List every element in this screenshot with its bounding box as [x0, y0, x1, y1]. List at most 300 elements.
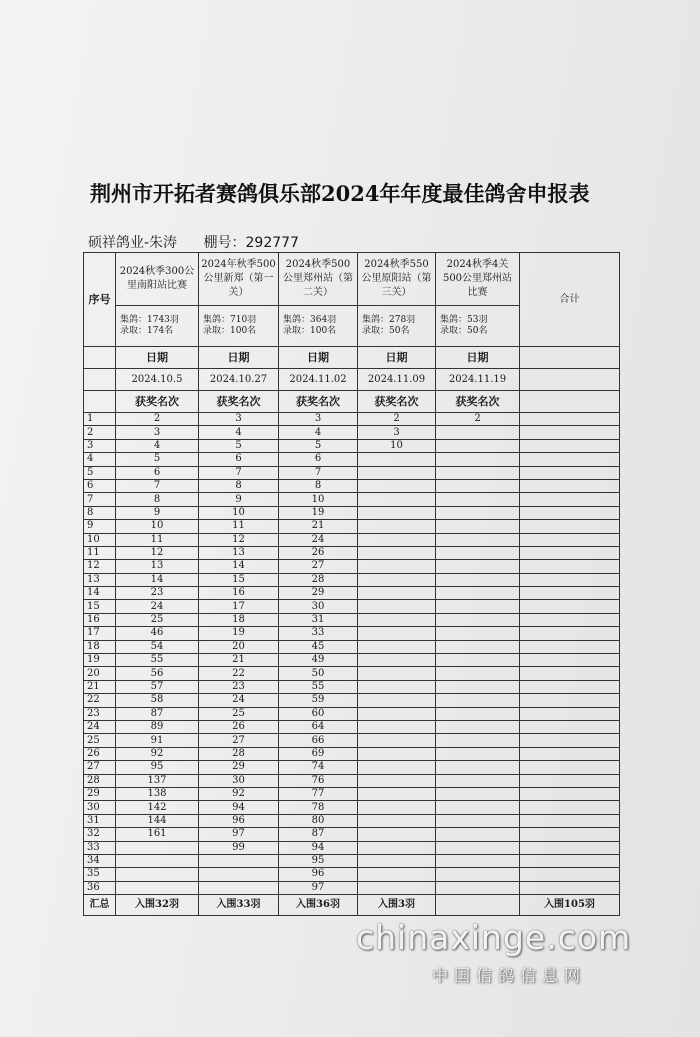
- rank-cell: [520, 881, 620, 894]
- rank-cell: 57: [116, 680, 199, 693]
- rank-cell: [436, 479, 520, 492]
- race-collected: 集鸽：278羽: [362, 315, 416, 326]
- race-collected: 集鸽：364羽: [283, 315, 337, 326]
- rank-cell: [358, 613, 436, 626]
- rank-cell: 31: [279, 613, 358, 626]
- rank-cell: [520, 680, 620, 693]
- rank-cell: [358, 479, 436, 492]
- rank-cell: [436, 881, 520, 894]
- rank-cell: 24: [116, 600, 199, 613]
- rank-cell: [358, 680, 436, 693]
- blank-cell: [84, 369, 116, 391]
- race-stats: [199, 306, 279, 347]
- row-index: 26: [84, 747, 116, 760]
- rank-cell: [358, 506, 436, 519]
- table-row: [84, 761, 620, 774]
- race-date: 2024.11.19: [436, 369, 520, 391]
- rank-cell: [436, 453, 520, 466]
- rank-cell: [358, 761, 436, 774]
- rank-cell: [358, 854, 436, 867]
- rank-cell: 87: [116, 707, 199, 720]
- rank-cell: [358, 560, 436, 573]
- rank-cell: 19: [279, 506, 358, 519]
- rank-cell: 56: [116, 667, 199, 680]
- header-row-race: [84, 253, 620, 306]
- rank-cell: [436, 761, 520, 774]
- rank-cell: 76: [279, 774, 358, 787]
- table-row: [84, 667, 620, 680]
- loft-name: 硕祥鸽业-朱涛: [88, 235, 178, 251]
- table-row: [84, 680, 620, 693]
- rank-cell: 12: [199, 533, 279, 546]
- race-date: 2024.11.02: [279, 369, 358, 391]
- rank-cell: [358, 654, 436, 667]
- rank-cell: [520, 493, 620, 506]
- rank-cell: [520, 466, 620, 479]
- rank-cell: [358, 493, 436, 506]
- rank-cell: [436, 654, 520, 667]
- rank-cell: [520, 868, 620, 881]
- watermark-site-name: 中国信鸽信息网: [432, 966, 587, 985]
- row-index: 29: [84, 787, 116, 800]
- table-row: [84, 841, 620, 854]
- rank-cell: [520, 801, 620, 814]
- summary-cell: 入围33羽: [199, 895, 279, 916]
- table-row: [84, 573, 620, 586]
- row-index: 19: [84, 654, 116, 667]
- rank-cell: 3: [116, 426, 199, 439]
- table-row: [84, 828, 620, 841]
- race-awarded: 录取：50名: [440, 326, 488, 336]
- rank-cell: 21: [279, 520, 358, 533]
- row-index: 7: [84, 493, 116, 506]
- rank-cell: [520, 520, 620, 533]
- race-stats: [279, 306, 358, 347]
- rank-cell: [520, 627, 620, 640]
- rank-cell: [358, 868, 436, 881]
- row-index: 17: [84, 627, 116, 640]
- rank-cell: 7: [199, 466, 279, 479]
- table-row: [84, 881, 620, 894]
- rank-cell: [436, 493, 520, 506]
- rank-cell: [358, 466, 436, 479]
- header-row-date-value: [84, 369, 620, 391]
- rank-cell: [520, 533, 620, 546]
- rank-cell: 10: [199, 506, 279, 519]
- table-row: [84, 707, 620, 720]
- application-table: [83, 252, 620, 916]
- row-index: 8: [84, 506, 116, 519]
- table-row: [84, 466, 620, 479]
- table-row: [84, 694, 620, 707]
- rank-cell: 10: [116, 520, 199, 533]
- rank-cell: [358, 814, 436, 827]
- race-date: 2024.10.5: [116, 369, 199, 391]
- race-name: 2024秋季300公里南阳站比赛: [116, 253, 199, 306]
- rank-cell: [358, 694, 436, 707]
- table-row: [84, 627, 620, 640]
- rank-cell: [436, 587, 520, 600]
- row-index: 18: [84, 640, 116, 653]
- rank-cell: [358, 707, 436, 720]
- table-row: [84, 854, 620, 867]
- rank-cell: [358, 600, 436, 613]
- date-label: 日期: [279, 347, 358, 369]
- rank-cell: [436, 533, 520, 546]
- rank-cell: 4: [279, 426, 358, 439]
- rank-cell: [520, 734, 620, 747]
- rank-cell: [520, 560, 620, 573]
- row-index: 28: [84, 774, 116, 787]
- rank-cell: 8: [116, 493, 199, 506]
- row-index: 27: [84, 761, 116, 774]
- rank-cell: [358, 627, 436, 640]
- rank-cell: 16: [199, 587, 279, 600]
- rank-cell: 2: [358, 413, 436, 426]
- table-row: [84, 640, 620, 653]
- row-index: 22: [84, 694, 116, 707]
- rank-cell: [436, 694, 520, 707]
- table-row: [84, 720, 620, 733]
- rank-cell: [520, 654, 620, 667]
- table-row: [84, 814, 620, 827]
- rank-cell: [358, 453, 436, 466]
- race-name: 2024秋季500公里郑州站（第二关）: [279, 253, 358, 306]
- rank-cell: 78: [279, 801, 358, 814]
- rank-cell: 77: [279, 787, 358, 800]
- rank-cell: 144: [116, 814, 199, 827]
- rank-cell: 92: [116, 747, 199, 760]
- rank-cell: [520, 787, 620, 800]
- table-row: [84, 426, 620, 439]
- table-row: [84, 600, 620, 613]
- rank-cell: 137: [116, 774, 199, 787]
- row-index: 2: [84, 426, 116, 439]
- row-index: 23: [84, 707, 116, 720]
- row-index: 11: [84, 546, 116, 559]
- race-collected: 集鸽：710羽: [203, 315, 257, 326]
- rank-cell: [116, 854, 199, 867]
- row-index: 6: [84, 479, 116, 492]
- rank-cell: 3: [358, 426, 436, 439]
- rank-cell: 58: [116, 694, 199, 707]
- date-label: 日期: [116, 347, 199, 369]
- row-index: 35: [84, 868, 116, 881]
- blank-cell: [520, 369, 620, 391]
- rank-cell: [358, 520, 436, 533]
- rank-cell: 29: [199, 761, 279, 774]
- rank-cell: [520, 506, 620, 519]
- rank-cell: [199, 868, 279, 881]
- rank-cell: 94: [279, 841, 358, 854]
- rank-cell: [520, 600, 620, 613]
- rank-cell: 23: [199, 680, 279, 693]
- rank-cell: [436, 613, 520, 626]
- document-title: 荆州市开拓者赛鸽俱乐部2024年年度最佳鸽舍申报表: [90, 181, 590, 206]
- rank-label: 获奖名次: [358, 391, 436, 413]
- rank-cell: 5: [199, 439, 279, 452]
- rank-cell: [436, 506, 520, 519]
- rank-cell: [358, 640, 436, 653]
- rank-cell: 161: [116, 828, 199, 841]
- rank-cell: 4: [116, 439, 199, 452]
- rank-cell: 92: [199, 787, 279, 800]
- rank-cell: [199, 854, 279, 867]
- table-row: [84, 413, 620, 426]
- date-label: 日期: [199, 347, 279, 369]
- rank-cell: [116, 881, 199, 894]
- rank-cell: [520, 667, 620, 680]
- table-row: [84, 560, 620, 573]
- rank-cell: [436, 841, 520, 854]
- rank-cell: 24: [279, 533, 358, 546]
- rank-cell: [116, 868, 199, 881]
- rank-cell: [436, 868, 520, 881]
- rank-cell: [520, 587, 620, 600]
- summary-cell: 入围36羽: [279, 895, 358, 916]
- rank-cell: [116, 841, 199, 854]
- row-index: 13: [84, 573, 116, 586]
- rank-cell: [520, 640, 620, 653]
- rank-cell: 49: [279, 654, 358, 667]
- rank-cell: 60: [279, 707, 358, 720]
- rank-cell: 29: [279, 587, 358, 600]
- rank-cell: 17: [199, 600, 279, 613]
- rank-cell: [520, 854, 620, 867]
- rank-cell: 33: [279, 627, 358, 640]
- row-index: 4: [84, 453, 116, 466]
- rank-cell: 10: [358, 439, 436, 452]
- rank-cell: 54: [116, 640, 199, 653]
- rank-cell: [520, 707, 620, 720]
- shed-number: 292777: [245, 235, 299, 251]
- rank-cell: 45: [279, 640, 358, 653]
- rank-cell: 30: [199, 774, 279, 787]
- rank-cell: [358, 573, 436, 586]
- rank-cell: 74: [279, 761, 358, 774]
- rank-cell: [436, 854, 520, 867]
- summary-cell: 入围32羽: [116, 895, 199, 916]
- rank-cell: 6: [199, 453, 279, 466]
- rank-label: 获奖名次: [199, 391, 279, 413]
- rank-cell: 55: [116, 654, 199, 667]
- rank-cell: [436, 680, 520, 693]
- race-name: 2024年秋季500公里新郑（第一关）: [199, 253, 279, 306]
- rank-cell: 69: [279, 747, 358, 760]
- row-index: 14: [84, 587, 116, 600]
- race-name: 2024秋季550公里原阳站（第三关）: [358, 253, 436, 306]
- rank-cell: [520, 828, 620, 841]
- blank-cell: [520, 391, 620, 413]
- header-row-rank-label: [84, 391, 620, 413]
- rank-cell: 15: [199, 573, 279, 586]
- rank-cell: 5: [116, 453, 199, 466]
- rank-cell: [436, 640, 520, 653]
- rank-cell: 3: [279, 413, 358, 426]
- row-index: 9: [84, 520, 116, 533]
- rank-cell: [436, 828, 520, 841]
- race-awarded: 录取：100名: [203, 326, 257, 336]
- summary-cell: 入围105羽: [520, 895, 620, 916]
- rank-cell: [436, 466, 520, 479]
- race-date: 2024.10.27: [199, 369, 279, 391]
- rank-cell: 18: [199, 613, 279, 626]
- row-index: 5: [84, 466, 116, 479]
- rank-label: 获奖名次: [436, 391, 520, 413]
- race-awarded: 录取：100名: [283, 326, 337, 336]
- rank-cell: 94: [199, 801, 279, 814]
- row-index: 24: [84, 720, 116, 733]
- rank-cell: 11: [116, 533, 199, 546]
- rank-cell: [436, 774, 520, 787]
- race-stats: [436, 306, 520, 347]
- rank-cell: 7: [116, 479, 199, 492]
- blank-cell: [520, 347, 620, 369]
- rank-cell: [520, 439, 620, 452]
- summary-cell: [436, 895, 520, 916]
- table-row: [84, 506, 620, 519]
- table-row: [84, 520, 620, 533]
- row-index: 16: [84, 613, 116, 626]
- rank-cell: [520, 613, 620, 626]
- blank-cell: [84, 391, 116, 413]
- rank-cell: 91: [116, 734, 199, 747]
- rank-cell: 24: [199, 694, 279, 707]
- rank-cell: [436, 747, 520, 760]
- rank-cell: 59: [279, 694, 358, 707]
- row-index: 12: [84, 560, 116, 573]
- rank-cell: [358, 747, 436, 760]
- rank-cell: [358, 801, 436, 814]
- shed-label: 棚号：: [203, 235, 246, 251]
- rank-cell: 96: [199, 814, 279, 827]
- rank-cell: [520, 413, 620, 426]
- rank-cell: 3: [199, 413, 279, 426]
- table-row: [84, 787, 620, 800]
- rank-cell: [520, 426, 620, 439]
- rank-cell: 66: [279, 734, 358, 747]
- rank-cell: 28: [279, 573, 358, 586]
- summary-row: [84, 895, 620, 916]
- rank-cell: [358, 881, 436, 894]
- rank-cell: 95: [279, 854, 358, 867]
- race-collected: 集鸽：1743羽: [120, 315, 179, 326]
- rank-cell: [358, 774, 436, 787]
- rank-cell: 97: [279, 881, 358, 894]
- rank-cell: [358, 734, 436, 747]
- rank-cell: 6: [116, 466, 199, 479]
- rank-cell: [358, 828, 436, 841]
- rank-cell: [520, 453, 620, 466]
- rank-cell: 6: [279, 453, 358, 466]
- rank-cell: [436, 814, 520, 827]
- rank-cell: 23: [116, 587, 199, 600]
- rank-cell: [358, 667, 436, 680]
- table-row: [84, 453, 620, 466]
- row-index: 1: [84, 413, 116, 426]
- rank-cell: 30: [279, 600, 358, 613]
- rank-cell: [436, 707, 520, 720]
- rank-cell: 9: [116, 506, 199, 519]
- rank-cell: [520, 814, 620, 827]
- rank-cell: 27: [199, 734, 279, 747]
- table-row: [84, 546, 620, 559]
- rank-cell: 55: [279, 680, 358, 693]
- race-date: 2024.11.09: [358, 369, 436, 391]
- rank-cell: 87: [279, 828, 358, 841]
- race-awarded: 录取：50名: [362, 326, 410, 336]
- rank-cell: 64: [279, 720, 358, 733]
- rank-cell: 11: [199, 520, 279, 533]
- rank-cell: 138: [116, 787, 199, 800]
- rank-cell: 14: [199, 560, 279, 573]
- rank-cell: [436, 546, 520, 559]
- table-row: [84, 587, 620, 600]
- rank-cell: [520, 546, 620, 559]
- rank-cell: [520, 573, 620, 586]
- race-stats: [358, 306, 436, 347]
- rank-cell: [436, 801, 520, 814]
- rank-cell: [358, 787, 436, 800]
- blank-cell: [84, 347, 116, 369]
- rank-cell: [436, 787, 520, 800]
- table-row: [84, 613, 620, 626]
- date-label: 日期: [358, 347, 436, 369]
- rank-cell: 26: [279, 546, 358, 559]
- rank-cell: 89: [116, 720, 199, 733]
- row-index: 32: [84, 828, 116, 841]
- rank-cell: 25: [116, 613, 199, 626]
- rank-cell: [436, 600, 520, 613]
- rank-cell: [520, 774, 620, 787]
- race-awarded: 录取：174名: [120, 326, 174, 336]
- row-index: 10: [84, 533, 116, 546]
- rank-cell: [358, 720, 436, 733]
- race-collected: 集鸽：53羽: [440, 315, 488, 326]
- rank-cell: 13: [116, 560, 199, 573]
- table-row: [84, 439, 620, 452]
- rank-cell: 26: [199, 720, 279, 733]
- rank-cell: 10: [279, 493, 358, 506]
- row-index: 36: [84, 881, 116, 894]
- row-index: 15: [84, 600, 116, 613]
- rank-cell: 27: [279, 560, 358, 573]
- rank-cell: [436, 627, 520, 640]
- rank-cell: 2: [436, 413, 520, 426]
- rank-label: 获奖名次: [279, 391, 358, 413]
- rank-cell: [358, 546, 436, 559]
- row-index: 25: [84, 734, 116, 747]
- header-row-date-label: [84, 347, 620, 369]
- rank-cell: 4: [199, 426, 279, 439]
- rank-cell: 142: [116, 801, 199, 814]
- table-row: [84, 747, 620, 760]
- rank-cell: [436, 520, 520, 533]
- row-index: 30: [84, 801, 116, 814]
- rank-cell: 8: [199, 479, 279, 492]
- rank-cell: [520, 694, 620, 707]
- rank-cell: 25: [199, 707, 279, 720]
- rank-label: 获奖名次: [116, 391, 199, 413]
- rank-cell: 2: [116, 413, 199, 426]
- rank-cell: 12: [116, 546, 199, 559]
- row-index: 34: [84, 854, 116, 867]
- table-row: [84, 801, 620, 814]
- race-stats: [116, 306, 199, 347]
- rank-cell: [358, 533, 436, 546]
- rank-cell: [520, 747, 620, 760]
- table-row: [84, 734, 620, 747]
